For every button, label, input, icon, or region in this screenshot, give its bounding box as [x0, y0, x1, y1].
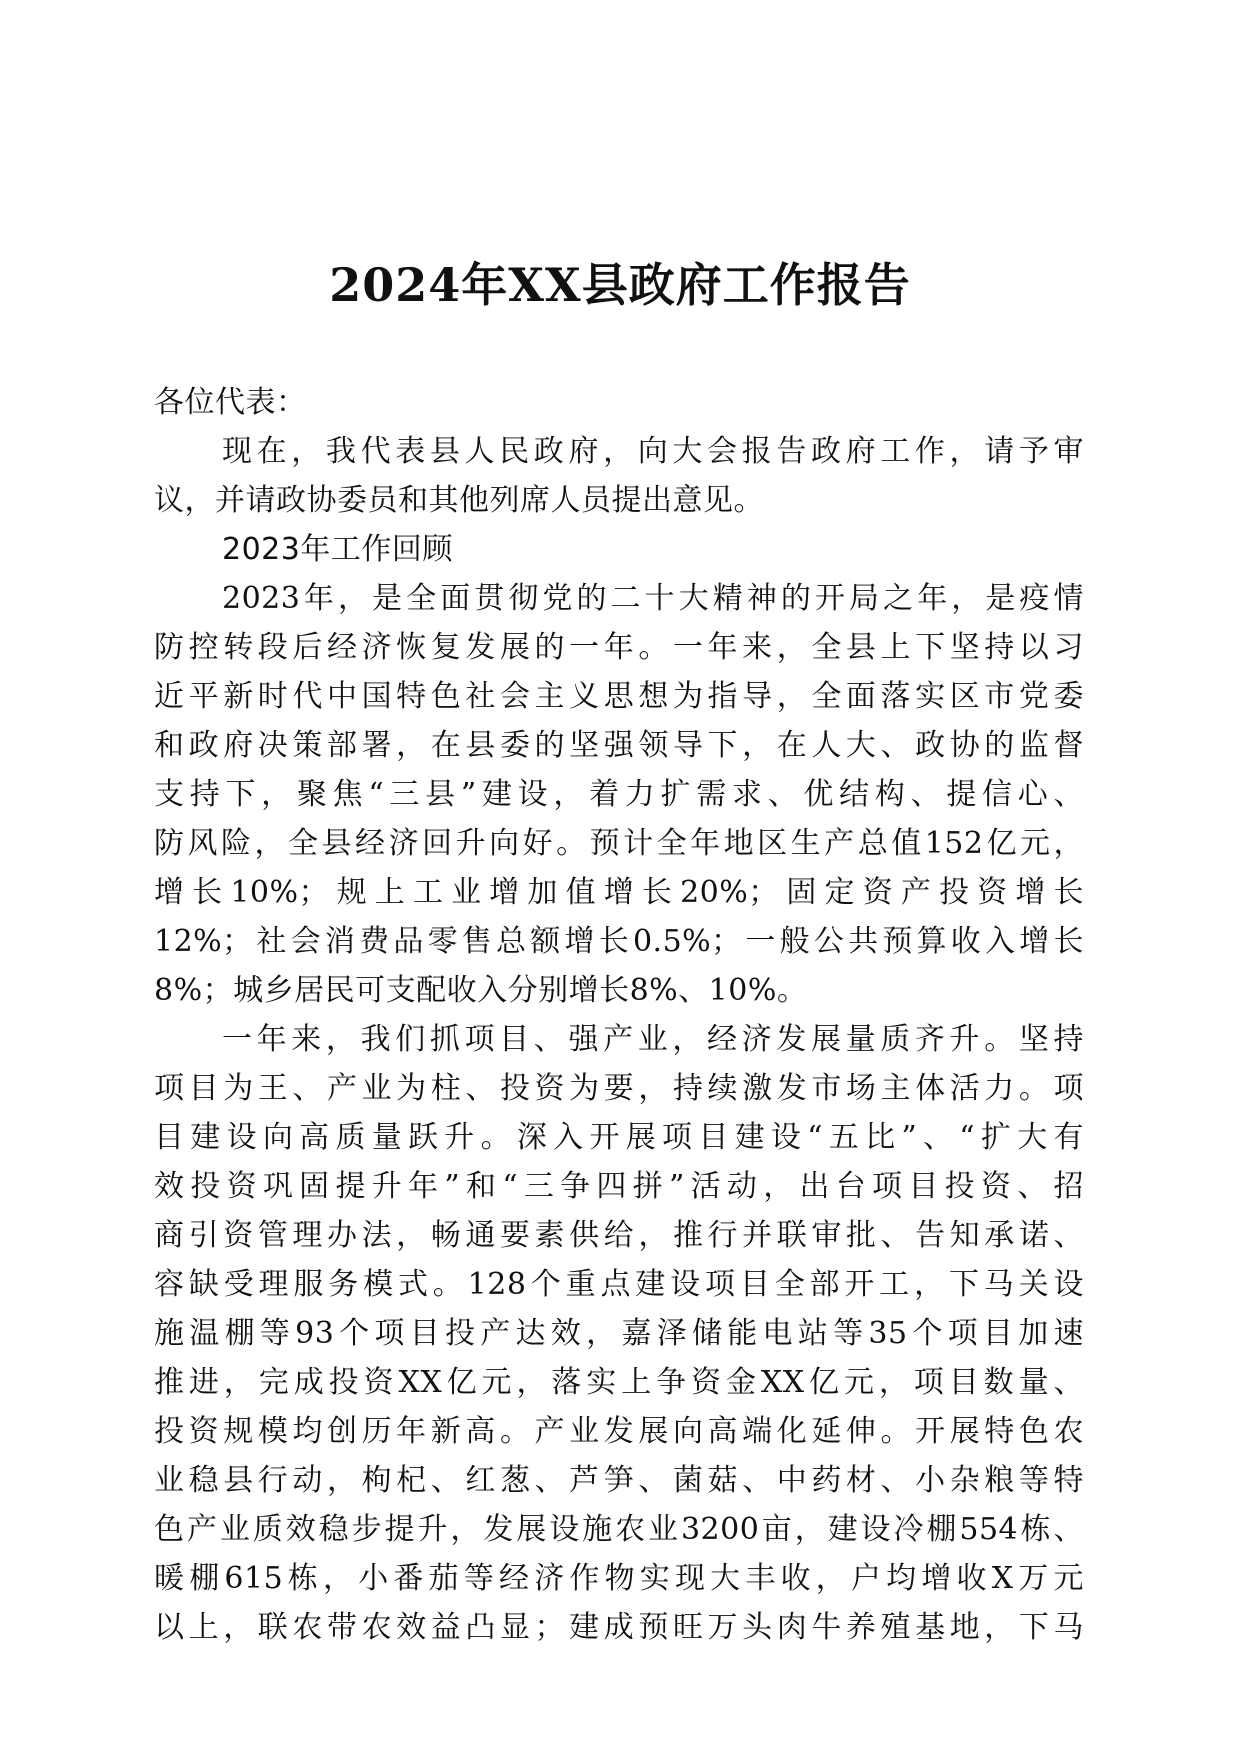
- paragraph-line: 防控转段后经济恢复发展的一年。一年来，全县上下坚持以习: [154, 630, 1084, 665]
- paragraph-line: 和政府决策部署，在县委的坚强领导下，在人大、政协的监督: [154, 728, 1084, 763]
- paragraph-line: 目建设向高质量跃升。深入开展项目建设“五比”、“扩大有: [154, 1120, 1084, 1155]
- paragraph-line: 防风险，全县经济回升向好。预计全年地区生产总值152亿元，: [154, 826, 1084, 861]
- paragraph-line: 推进，完成投资XX亿元，落实上争资金XX亿元，项目数量、: [154, 1365, 1084, 1400]
- document-body: [154, 378, 1084, 1652]
- paragraph-line: 效投资巩固提升年”和“三争四拼”活动，出台项目投资、招: [154, 1169, 1084, 1204]
- paragraph-line: 施温棚等93个项目投产达效，嘉泽储能电站等35个项目加速: [154, 1316, 1084, 1351]
- paragraph-line: 项目为王、产业为柱、投资为要，持续激发市场主体活力。项: [154, 1071, 1084, 1106]
- paragraph-line: 12%；社会消费品零售总额增长0.5%；一般公共预算收入增长: [154, 924, 1084, 959]
- paragraph-line: 支持下，聚焦“三县”建设，着力扩需求、优结构、提信心、: [154, 777, 1084, 812]
- section-heading: 2023年工作回顾: [222, 532, 453, 567]
- paragraph-line: 2023年，是全面贯彻党的二十大精神的开局之年，是疫情: [222, 581, 1084, 616]
- paragraph-line: 商引资管理办法，畅通要素供给，推行并联审批、告知承诺、: [154, 1218, 1084, 1253]
- paragraph-line: 投资规模均创历年新高。产业发展向高端化延伸。开展特色农: [154, 1414, 1084, 1449]
- paragraph-line: 增长10%；规上工业增加值增长20%；固定资产投资增长: [154, 875, 1084, 910]
- paragraph-line: 近平新时代中国特色社会主义思想为指导，全面落实区市党委: [154, 679, 1084, 714]
- document-title: 2024年XX县政府工作报告: [329, 258, 911, 312]
- paragraph-line: 一年来，我们抓项目、强产业，经济发展量质齐升。坚持: [222, 1022, 1084, 1057]
- paragraph-line: 容缺受理服务模式。128个重点建设项目全部开工，下马关设: [154, 1267, 1084, 1302]
- paragraph-line: 议，并请政协委员和其他列席人员提出意见。: [154, 483, 764, 518]
- paragraph-line: 业稳县行动，枸杞、红葱、芦笋、菌菇、中药材、小杂粮等特: [154, 1463, 1084, 1498]
- paragraph-line: 色产业质效稳步提升，发展设施农业3200亩，建设冷棚554栋、: [154, 1512, 1084, 1547]
- paragraph-line: 现在，我代表县人民政府，向大会报告政府工作，请予审: [222, 434, 1084, 469]
- paragraph-line: 8%；城乡居民可支配收入分别增长8%、10%。: [154, 973, 808, 1008]
- salutation: 各位代表：: [154, 385, 307, 420]
- paragraph-line: 暖棚615栋，小番茄等经济作物实现大丰收，户均增收X万元: [154, 1561, 1084, 1596]
- paragraph-line: 以上，联农带农效益凸显；建成预旺万头肉牛养殖基地，下马: [154, 1610, 1084, 1645]
